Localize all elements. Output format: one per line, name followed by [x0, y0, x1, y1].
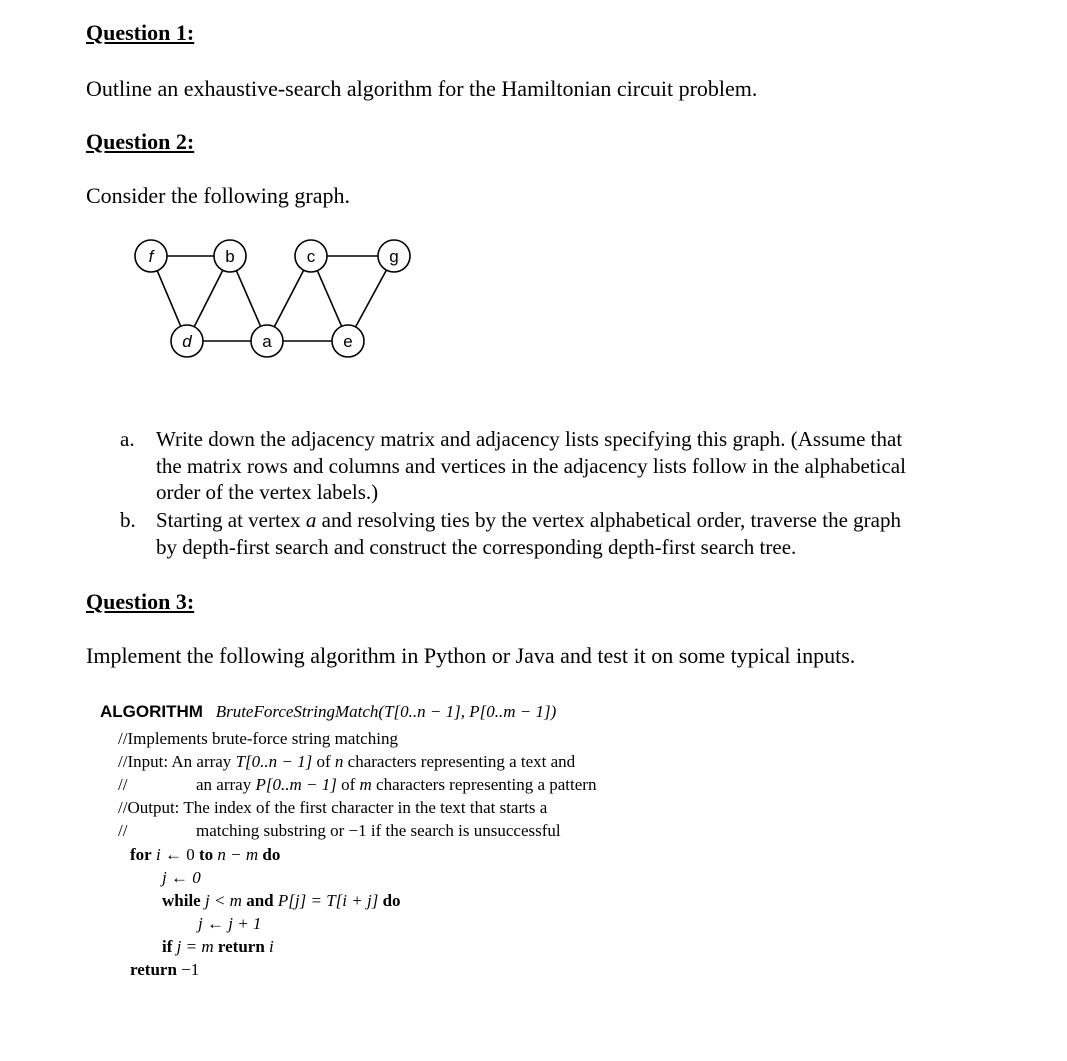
item-a-line-1: Write down the adjacency matrix and adjacency lists specifying this graph. (Assume that — [156, 427, 903, 451]
algorithm-j-init: j ← 0 — [162, 868, 201, 887]
algorithm-if-line: if j = m return i — [162, 937, 274, 956]
edge-c-e — [317, 271, 341, 327]
item-b-line-1: Starting at vertex a and resolving ties by the vertex alphabetical order, traverse the graph — [156, 508, 901, 532]
item-a-line-3: order of the vertex labels.) — [156, 480, 379, 504]
algorithm-final-return: return −1 — [130, 960, 200, 979]
item-b-line-2: by depth-first search and construct the corresponding depth-first search tree. — [156, 535, 797, 559]
question-3-text: Implement the following algorithm in Python or Java and test it on some typical inputs. — [86, 643, 856, 668]
edge-b-d — [194, 270, 223, 326]
vertex-label-f: f — [148, 247, 154, 266]
item-a-marker: a. — [120, 427, 135, 451]
vertex-label-b: b — [225, 247, 235, 266]
item-a-line-2: the matrix rows and columns and vertices in the adjacency lists follow in the alphabetical — [156, 453, 906, 478]
vertex-label-c: c — [306, 247, 316, 266]
item-b-marker: b. — [120, 508, 136, 532]
edge-f-d — [157, 271, 181, 327]
algorithm-output-slash: // — [118, 821, 128, 840]
algorithm-j-increment: j ← j + 1 — [198, 914, 262, 933]
algorithm-output-line-2: matching substring or −1 if the search is unsuccessful — [196, 821, 561, 840]
vertex-label-a: a — [262, 332, 272, 351]
edge-g-e — [356, 270, 387, 327]
edge-c-a — [274, 270, 303, 327]
graph-figure — [118, 234, 418, 364]
edge-b-a — [236, 271, 260, 327]
algorithm-for-line: for i ← 0 to n − m do — [130, 845, 281, 864]
algorithm-output-line-1: //Output: The index of the first character in the text that starts a — [118, 798, 548, 817]
algorithm-input-line-2: // — [118, 775, 128, 794]
vertex-label-e: e — [343, 332, 353, 351]
question-1-heading: Question 1: — [86, 20, 195, 45]
question-1-text: Outline an exhaustive-search algorithm for the Hamiltonian circuit problem. — [86, 76, 758, 101]
vertex-label-g: g — [389, 247, 399, 266]
question-2-text: Consider the following graph. — [86, 183, 350, 208]
algorithm-input-line-2-text: an array P[0..m − 1] of m characters representing a pattern — [196, 775, 597, 794]
algorithm-header: ALGORITHM BruteForceStringMatch(T[0..n − 1], P[0..m − 1]) — [100, 702, 557, 721]
question-3-heading: Question 3: — [86, 589, 195, 614]
question-2-heading: Question 2: — [86, 129, 195, 154]
vertex-label-d: d — [182, 332, 192, 351]
algorithm-comment: //Implements brute-force string matching — [118, 729, 398, 748]
algorithm-while-line: while j < m and P[j] = T[i + j] do — [162, 891, 401, 910]
algorithm-input-line-1: //Input: An array T[0..n − 1] of n characters representing a text and — [118, 752, 576, 771]
